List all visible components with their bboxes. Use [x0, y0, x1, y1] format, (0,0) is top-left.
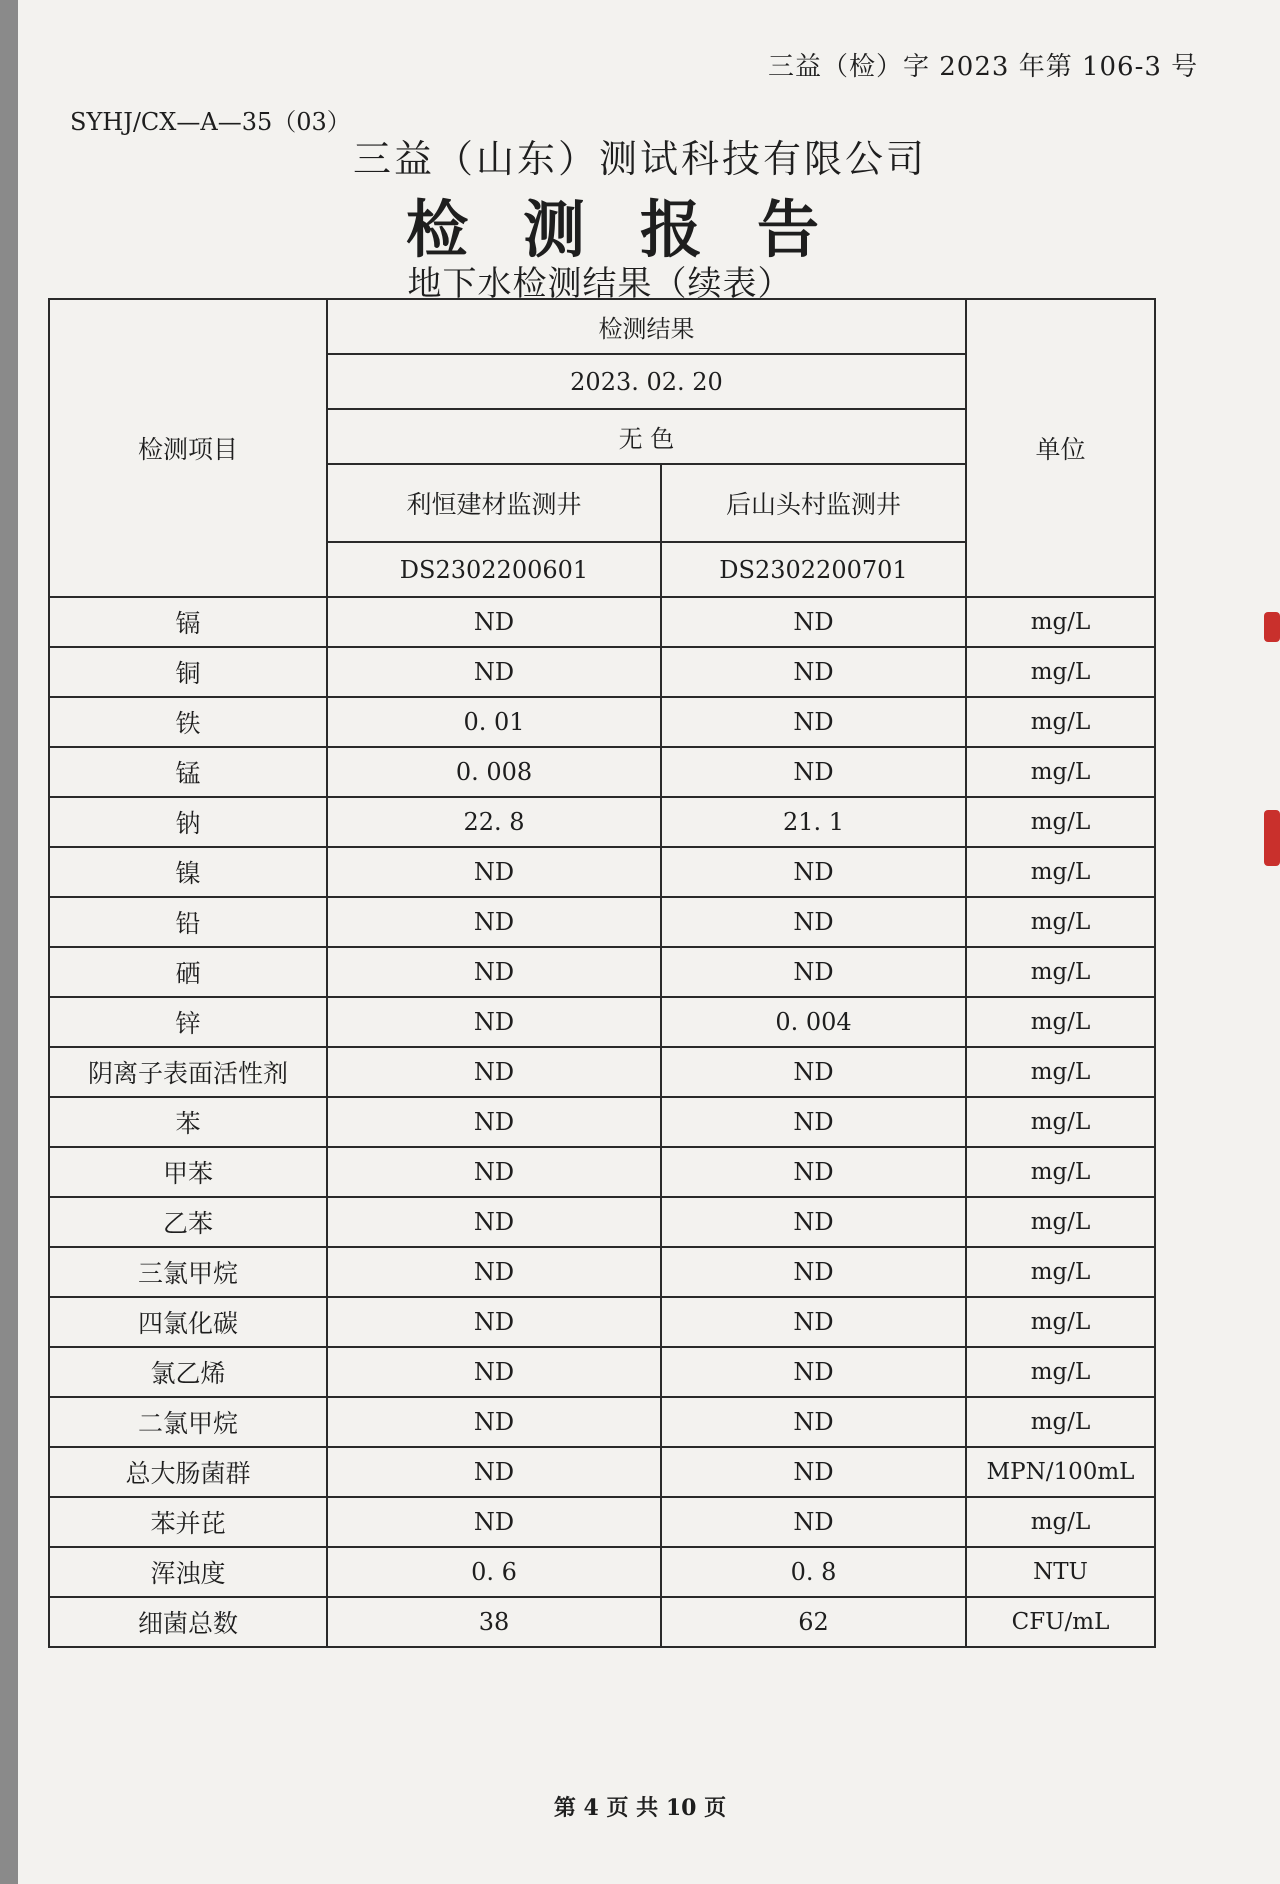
value-cell-site-2: ND: [661, 1047, 966, 1097]
item-cell: 钠: [49, 797, 327, 847]
unit-cell: mg/L: [966, 1297, 1155, 1347]
table-row: [49, 1247, 1155, 1297]
table-row: [49, 1297, 1155, 1347]
value-cell-site-2: ND: [661, 747, 966, 797]
value-cell-site-2: 62: [661, 1597, 966, 1647]
item-cell: 苯: [49, 1097, 327, 1147]
value-cell-site-1: ND: [327, 947, 661, 997]
seal-fragment: [1264, 612, 1280, 642]
table-row: [49, 1547, 1155, 1597]
item-cell: 铜: [49, 647, 327, 697]
table-row: [49, 1047, 1155, 1097]
seal-fragment: [1264, 810, 1280, 866]
value-cell-site-2: ND: [661, 847, 966, 897]
value-cell-site-2: ND: [661, 1397, 966, 1447]
site-name-2: 后山头村监测井: [661, 464, 966, 542]
value-cell-site-2: ND: [661, 597, 966, 647]
item-cell: 三氯甲烷: [49, 1247, 327, 1297]
value-cell-site-1: ND: [327, 1397, 661, 1447]
unit-cell: mg/L: [966, 847, 1155, 897]
item-cell: 铁: [49, 697, 327, 747]
unit-cell: mg/L: [966, 1147, 1155, 1197]
results-table: [48, 298, 1156, 1648]
sample-id-1: DS2302200601: [327, 542, 661, 597]
unit-cell: mg/L: [966, 997, 1155, 1047]
value-cell-site-2: ND: [661, 1247, 966, 1297]
sample-id-2: DS2302200701: [661, 542, 966, 597]
unit-cell: mg/L: [966, 597, 1155, 647]
item-cell: 甲苯: [49, 1147, 327, 1197]
report-title: 检测报告: [405, 193, 874, 266]
value-cell-site-2: ND: [661, 697, 966, 747]
site-name-1: 利恒建材监测井: [327, 464, 661, 542]
unit-cell: mg/L: [966, 947, 1155, 997]
value-cell-site-1: ND: [327, 1347, 661, 1397]
item-cell: 乙苯: [49, 1197, 327, 1247]
value-cell-site-2: 21. 1: [661, 797, 966, 847]
table-row: [49, 997, 1155, 1047]
value-cell-site-1: ND: [327, 1447, 661, 1497]
table-row: [49, 1347, 1155, 1397]
value-cell-site-1: ND: [327, 997, 661, 1047]
table-row: [49, 597, 1155, 647]
table-row: [49, 1197, 1155, 1247]
appearance: 无 色: [327, 409, 966, 464]
company-name: 三益（山东）测试科技有限公司: [352, 137, 927, 181]
unit-cell: mg/L: [966, 1397, 1155, 1447]
table-row: [49, 747, 1155, 797]
table-row: [49, 947, 1155, 997]
value-cell-site-2: 0. 8: [661, 1547, 966, 1597]
item-cell: 总大肠菌群: [49, 1447, 327, 1497]
value-cell-site-1: ND: [327, 1497, 661, 1547]
table-row: [49, 1447, 1155, 1497]
item-cell: 铅: [49, 897, 327, 947]
table-row: [49, 1397, 1155, 1447]
sampling-date: 2023. 02. 20: [327, 354, 966, 409]
unit-cell: MPN/100mL: [966, 1447, 1155, 1497]
value-cell-site-1: 0. 01: [327, 697, 661, 747]
unit-cell: mg/L: [966, 747, 1155, 797]
page-info: 第 4 页 共 10 页: [553, 1795, 727, 1821]
item-cell: 细菌总数: [49, 1597, 327, 1647]
table-row: [49, 897, 1155, 947]
form-code: SYHJ/CX—A—35（03）: [70, 108, 351, 136]
unit-cell: mg/L: [966, 1047, 1155, 1097]
item-cell: 氯乙烯: [49, 1347, 327, 1397]
value-cell-site-1: 0. 008: [327, 747, 661, 797]
value-cell-site-2: ND: [661, 897, 966, 947]
item-cell: 镉: [49, 597, 327, 647]
unit-cell: mg/L: [966, 1097, 1155, 1147]
value-cell-site-1: ND: [327, 897, 661, 947]
report-subtitle: 地下水检测结果（续表）: [407, 264, 793, 304]
table-row: [49, 697, 1155, 747]
unit-cell: mg/L: [966, 647, 1155, 697]
value-cell-site-1: ND: [327, 1197, 661, 1247]
value-cell-site-2: ND: [661, 1447, 966, 1497]
value-cell-site-1: ND: [327, 647, 661, 697]
item-cell: 二氯甲烷: [49, 1397, 327, 1447]
value-cell-site-2: ND: [661, 647, 966, 697]
table-row: [49, 847, 1155, 897]
unit-header: 单位: [966, 299, 1155, 597]
unit-cell: mg/L: [966, 1497, 1155, 1547]
value-cell-site-2: ND: [661, 1197, 966, 1247]
value-cell-site-2: ND: [661, 1147, 966, 1197]
item-cell: 阴离子表面活性剂: [49, 1047, 327, 1097]
item-cell: 镍: [49, 847, 327, 897]
table-row: [49, 1597, 1155, 1647]
table-row: [49, 647, 1155, 697]
unit-cell: mg/L: [966, 797, 1155, 847]
value-cell-site-1: ND: [327, 1297, 661, 1347]
unit-cell: mg/L: [966, 1247, 1155, 1297]
header-row-title: [49, 299, 1155, 354]
unit-cell: mg/L: [966, 1347, 1155, 1397]
value-cell-site-1: ND: [327, 1097, 661, 1147]
value-cell-site-2: 0. 004: [661, 997, 966, 1047]
report-number: 三益（检）字 2023 年第 106-3 号: [768, 52, 1199, 82]
item-header: 检测项目: [49, 299, 327, 597]
item-cell: 浑浊度: [49, 1547, 327, 1597]
value-cell-site-2: ND: [661, 1097, 966, 1147]
value-cell-site-1: ND: [327, 847, 661, 897]
value-cell-site-1: ND: [327, 1047, 661, 1097]
value-cell-site-1: 0. 6: [327, 1547, 661, 1597]
value-cell-site-2: ND: [661, 947, 966, 997]
item-cell: 锰: [49, 747, 327, 797]
value-cell-site-2: ND: [661, 1297, 966, 1347]
value-cell-site-2: ND: [661, 1497, 966, 1547]
value-cell-site-1: ND: [327, 1247, 661, 1297]
table-row: [49, 1497, 1155, 1547]
item-cell: 锌: [49, 997, 327, 1047]
value-cell-site-1: 38: [327, 1597, 661, 1647]
unit-cell: mg/L: [966, 1197, 1155, 1247]
value-cell-site-2: ND: [661, 1347, 966, 1397]
item-cell: 苯并芘: [49, 1497, 327, 1547]
unit-cell: NTU: [966, 1547, 1155, 1597]
item-cell: 硒: [49, 947, 327, 997]
value-cell-site-1: ND: [327, 597, 661, 647]
unit-cell: mg/L: [966, 897, 1155, 947]
table-row: [49, 797, 1155, 847]
unit-cell: mg/L: [966, 697, 1155, 747]
result-header: 检测结果: [327, 299, 966, 354]
unit-cell: CFU/mL: [966, 1597, 1155, 1647]
value-cell-site-1: ND: [327, 1147, 661, 1197]
value-cell-site-1: 22. 8: [327, 797, 661, 847]
table-row: [49, 1147, 1155, 1197]
item-cell: 四氯化碳: [49, 1297, 327, 1347]
table-row: [49, 1097, 1155, 1147]
